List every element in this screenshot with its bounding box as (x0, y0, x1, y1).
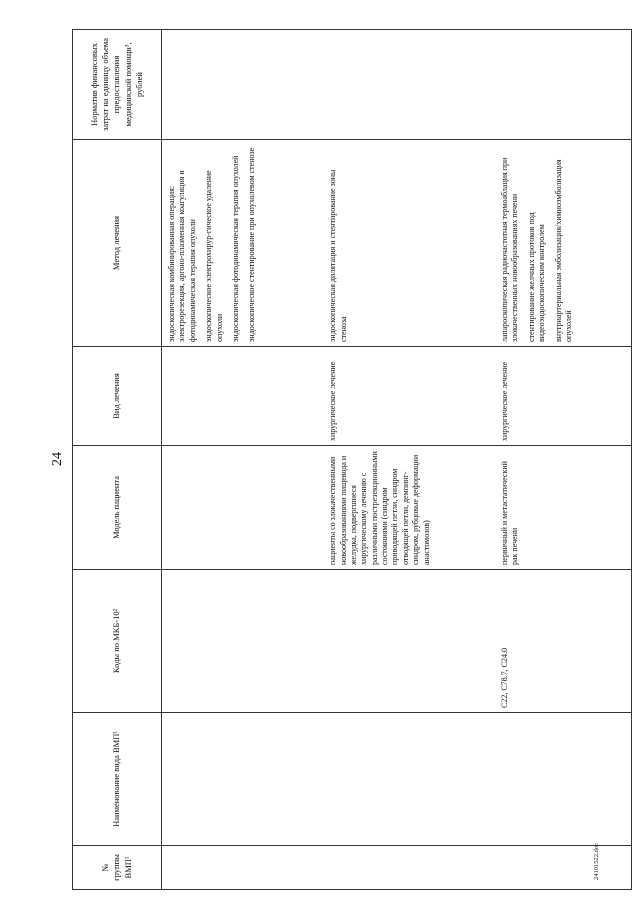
method-item: лапароскопическая радиочастотная термоаблация при злокачественных новообразованиях печени (500, 157, 520, 342)
method-item: внутриартериальная эмболизация/химиоэмболизация опухолей (553, 159, 573, 342)
method-item: эндоскопическое стентирование при опухолевом стенозе (247, 147, 257, 342)
method-item: эндоскопическое электрохирур-гическое удаление опухоли (204, 170, 224, 342)
cell-method (162, 140, 324, 347)
cell-model: пациенты со злокачественными новообразованиями пищевода и желудка, подвергшиеся хирургическому лечению с различными пострезекционными состояниями (синдром приводящей петли, синдром отводящей петли, демпинг-синдром, рубцовые деформации анастомозов) (323, 446, 495, 570)
cell-type (162, 347, 324, 446)
cell-codes (323, 570, 495, 713)
header-norm: Норматив финансовых затрат на единицу объема предоставления медицинской помощи³, рублей (73, 30, 162, 140)
method-item: эндоскопическая фотодинамическая терапия опухолей (230, 155, 240, 342)
table-row (162, 30, 324, 890)
cell-name (162, 713, 632, 846)
cell-type: хирургическое лечение (495, 347, 631, 446)
method-item: эндоскопическая комбинированная операция: электрорезекция, аргоно-плазменная коагуляция и фотодинамическая терапия опухоли (167, 170, 197, 342)
page-number: 24 (50, 452, 65, 466)
document-id: 24101522.doc (593, 842, 600, 880)
cell-group (162, 846, 632, 890)
cell-method (323, 140, 495, 347)
header-model: Модель пациента (73, 446, 162, 570)
header-group: № группы ВМП¹ (73, 846, 162, 890)
vmp-table-rotated (72, 30, 632, 890)
cell-model: первичный и метастатический рак печени (495, 446, 631, 570)
header-type: Вид лечения (73, 347, 162, 446)
method-item: стентирование желчных протоков под видеоэндоскопическим контролем (526, 212, 547, 342)
vmp-table (72, 29, 632, 890)
header-method: Метод лечения (73, 140, 162, 347)
cell-norm (162, 30, 632, 140)
cell-method (495, 140, 631, 347)
cell-codes (162, 570, 324, 713)
method-item: эндоскопическая дилятация и стентирование зоны стеноза (328, 169, 348, 342)
cell-model (162, 446, 324, 570)
table-header-row (73, 30, 162, 890)
header-codes: Коды по МКБ-10² (73, 570, 162, 713)
header-name: Наименование вида ВМП¹ (73, 713, 162, 846)
cell-codes: C22, C78.7, C24.0 (495, 570, 631, 713)
cell-type: хирургическое лечение (323, 347, 495, 446)
